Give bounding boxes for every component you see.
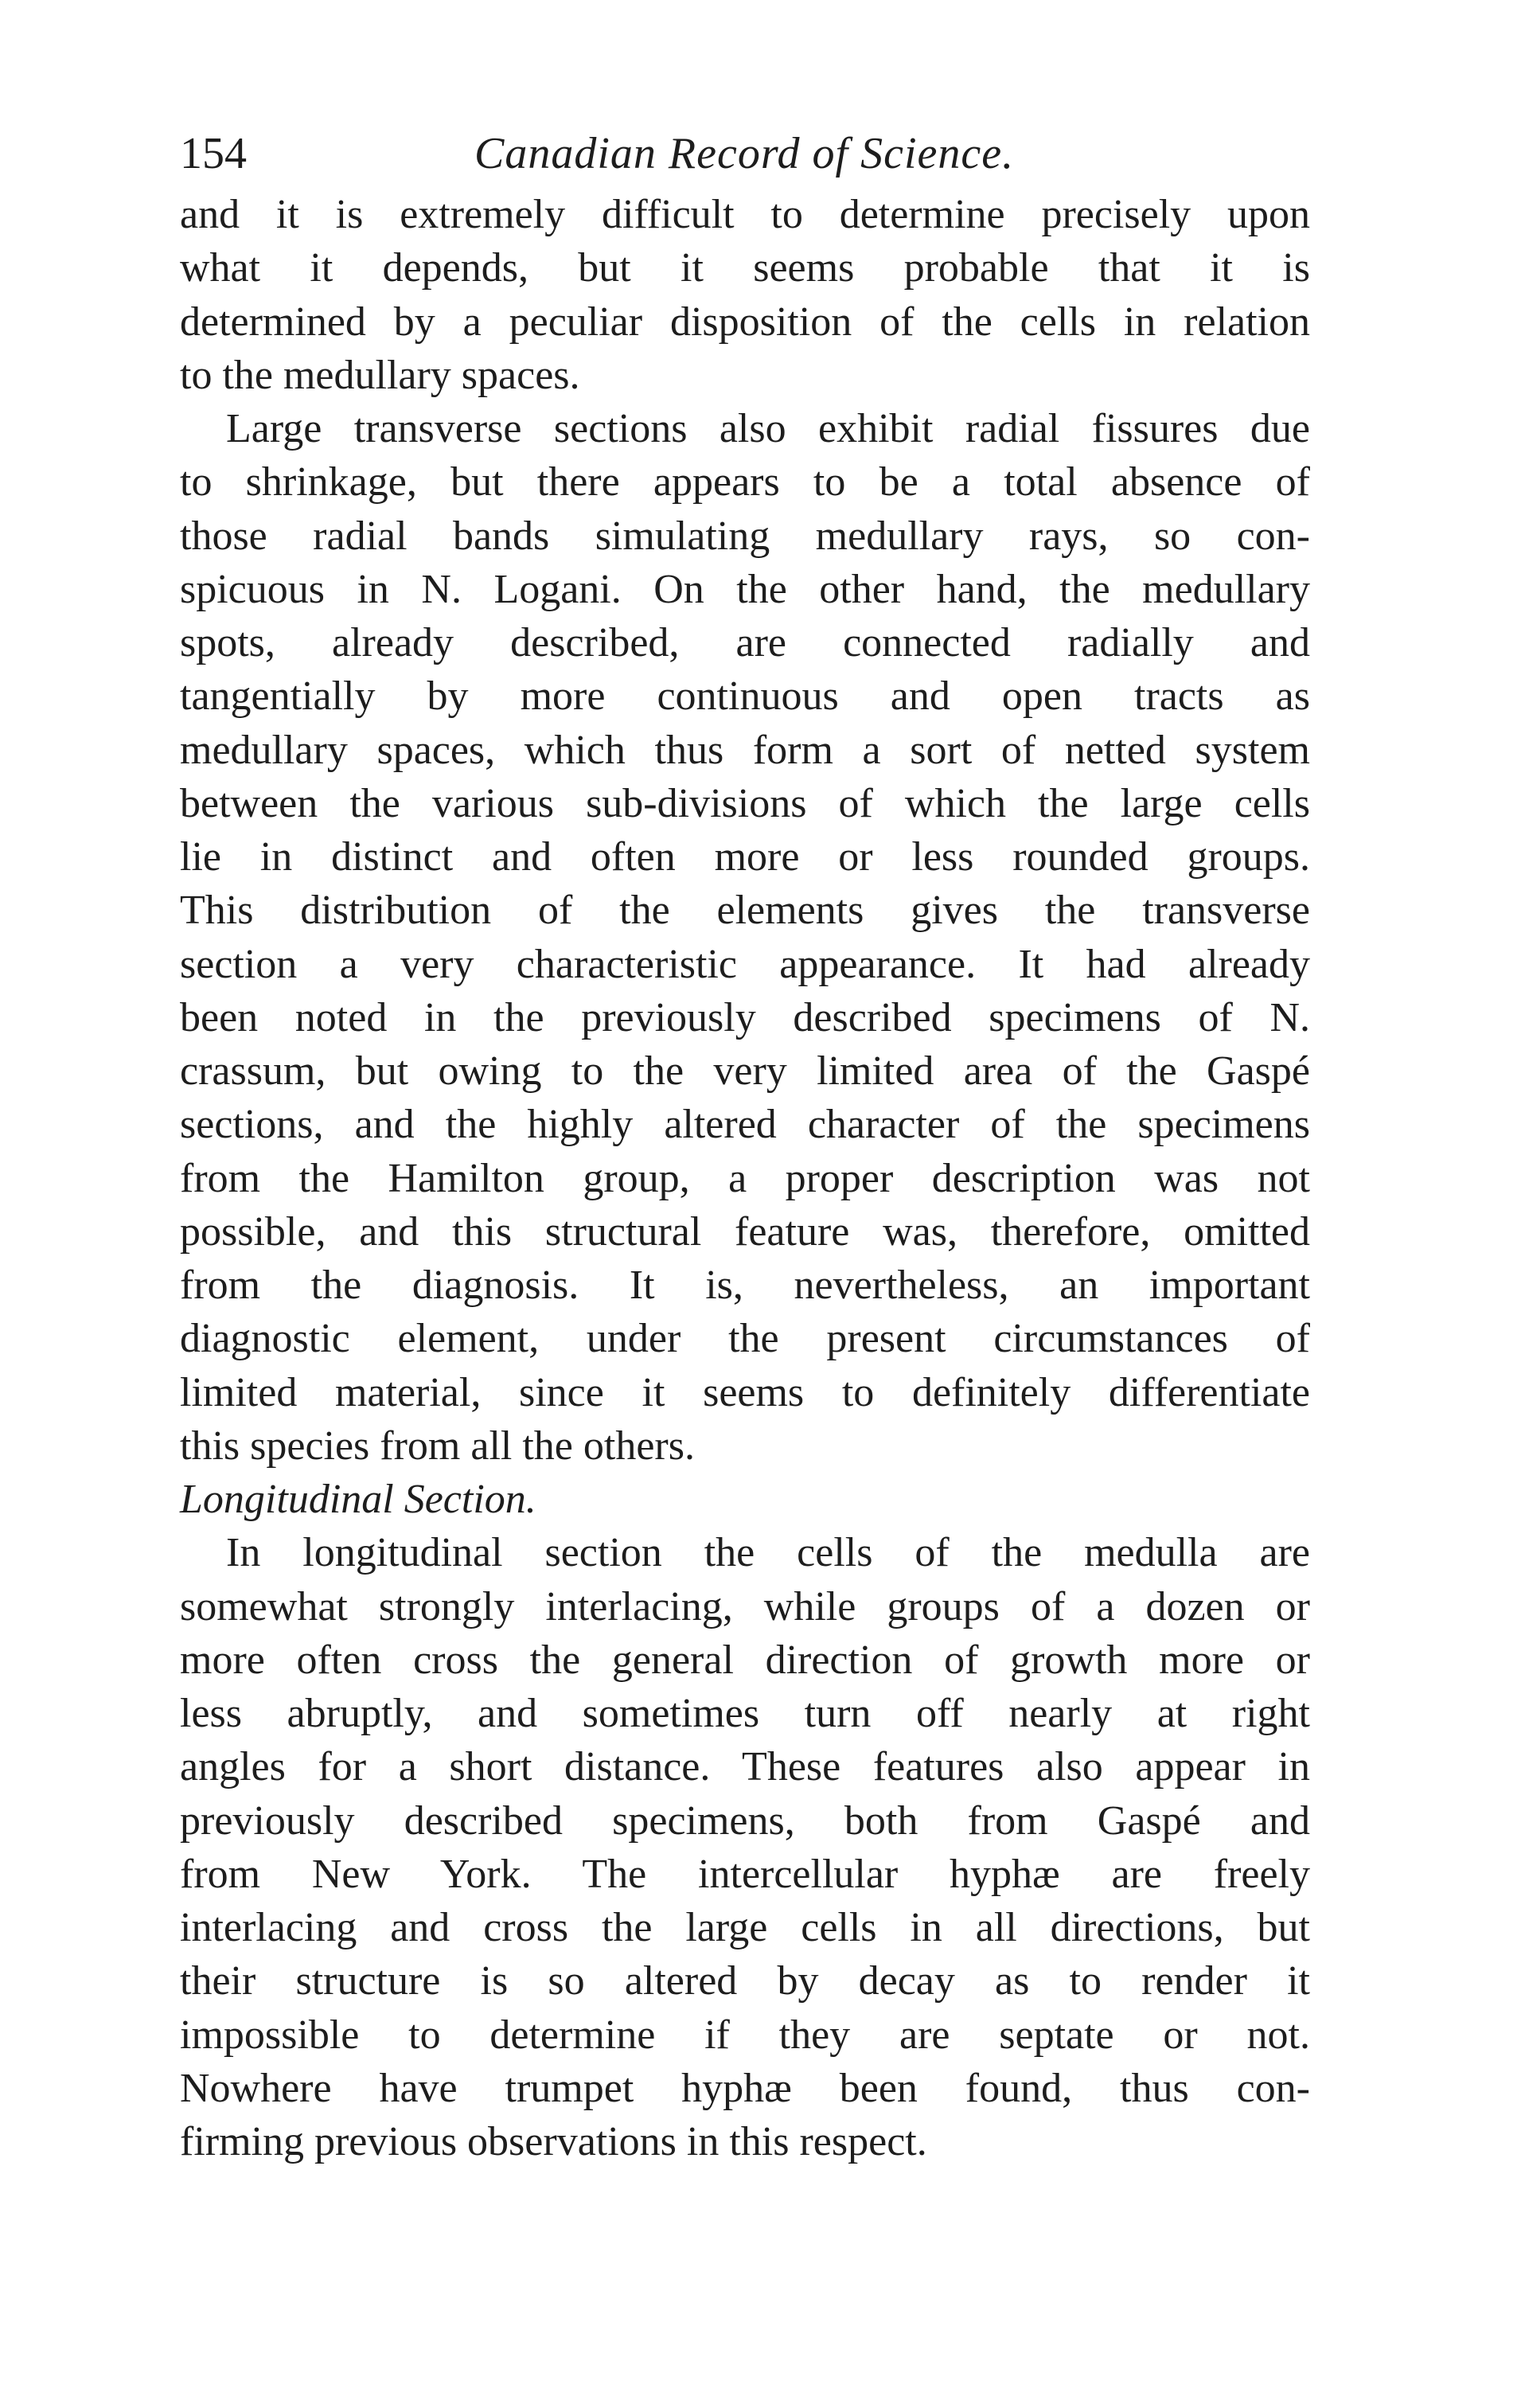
- text-line: This distribution of the elements gives the transverse: [180, 888, 1310, 934]
- text-line: between the various sub-divisions of which the large cells: [180, 780, 1310, 826]
- page-header: [180, 118, 1334, 189]
- text-line: medullary spaces, which thus form a sort of netted system: [180, 727, 1310, 773]
- text-line: Large transverse sections also exhibit radial fissures due: [226, 406, 1310, 451]
- text-line: and it is extremely difficult to determine precisely upon: [180, 192, 1310, 237]
- text-line: angles for a short distance. These features also appear in: [180, 1744, 1310, 1790]
- text-line: somewhat strongly interlacing, while groups of a dozen or: [180, 1583, 1310, 1629]
- text-line: sections, and the highly altered character of the specimens: [180, 1102, 1310, 1148]
- text-line: more often cross the general direction of growth more or: [180, 1637, 1310, 1683]
- text-line: to the medullary spaces.: [180, 352, 580, 398]
- text-line: previously described specimens, both from Gaspé and: [180, 1797, 1310, 1844]
- text-line: impossible to determine if they are septate or not.: [180, 2012, 1310, 2058]
- text-line: less abruptly, and sometimes turn off nearly at right: [180, 1691, 1310, 1736]
- text-line: spicuous in N. Logani. On the other hand, the medullary: [180, 566, 1310, 612]
- text-line: section a very characteristic appearance. It had already: [180, 941, 1310, 987]
- section-subheading: Longitudinal Section.: [180, 1477, 536, 1522]
- text-line: from New York. The intercellular hyphæ are freely: [180, 1851, 1310, 1897]
- text-line: from the Hamilton group, a proper description was not: [180, 1155, 1310, 1201]
- text-line: limited material, since it seems to definitely differentiate: [180, 1369, 1310, 1415]
- page-number: 154: [180, 129, 247, 178]
- text-line: interlacing and cross the large cells in all directions, but: [180, 1905, 1310, 1950]
- text-line: their structure is so altered by decay as to render it: [180, 1958, 1310, 2004]
- text-line: crassum, but owing to the very limited area of the Gaspé: [180, 1048, 1310, 1094]
- text-line: Nowhere have trumpet hyphæ been found, thus con-: [180, 2065, 1310, 2111]
- text-line: spots, already described, are connected radially and: [180, 620, 1310, 665]
- text-line: what it depends, but it seems probable that it is: [180, 245, 1310, 291]
- body-text: [180, 188, 1310, 2168]
- text-line: determined by a peculiar disposition of the cells in relation: [180, 299, 1310, 345]
- text-line: those radial bands simulating medullary rays, so con-: [180, 513, 1310, 559]
- text-line: from the diagnosis. It is, nevertheless, an important: [180, 1263, 1310, 1308]
- text-line: tangentially by more continuous and open tracts as: [180, 673, 1310, 720]
- running-title: Canadian Record of Science.: [474, 129, 1015, 178]
- text-line: possible, and this structural feature was, therefore, omitted: [180, 1208, 1310, 1255]
- text-line: diagnostic element, under the present circumstances of: [180, 1316, 1310, 1362]
- text-line: lie in distinct and often more or less rounded groups.: [180, 834, 1310, 880]
- text-line: In longitudinal section the cells of the medulla are: [226, 1530, 1310, 1576]
- text-line: been noted in the previously described specimens of N.: [180, 994, 1310, 1040]
- text-line: this species from all the others.: [180, 1423, 695, 1469]
- text-line: firming previous observations in this respect.: [180, 2119, 927, 2164]
- text-line: to shrinkage, but there appears to be a total absence of: [180, 459, 1310, 505]
